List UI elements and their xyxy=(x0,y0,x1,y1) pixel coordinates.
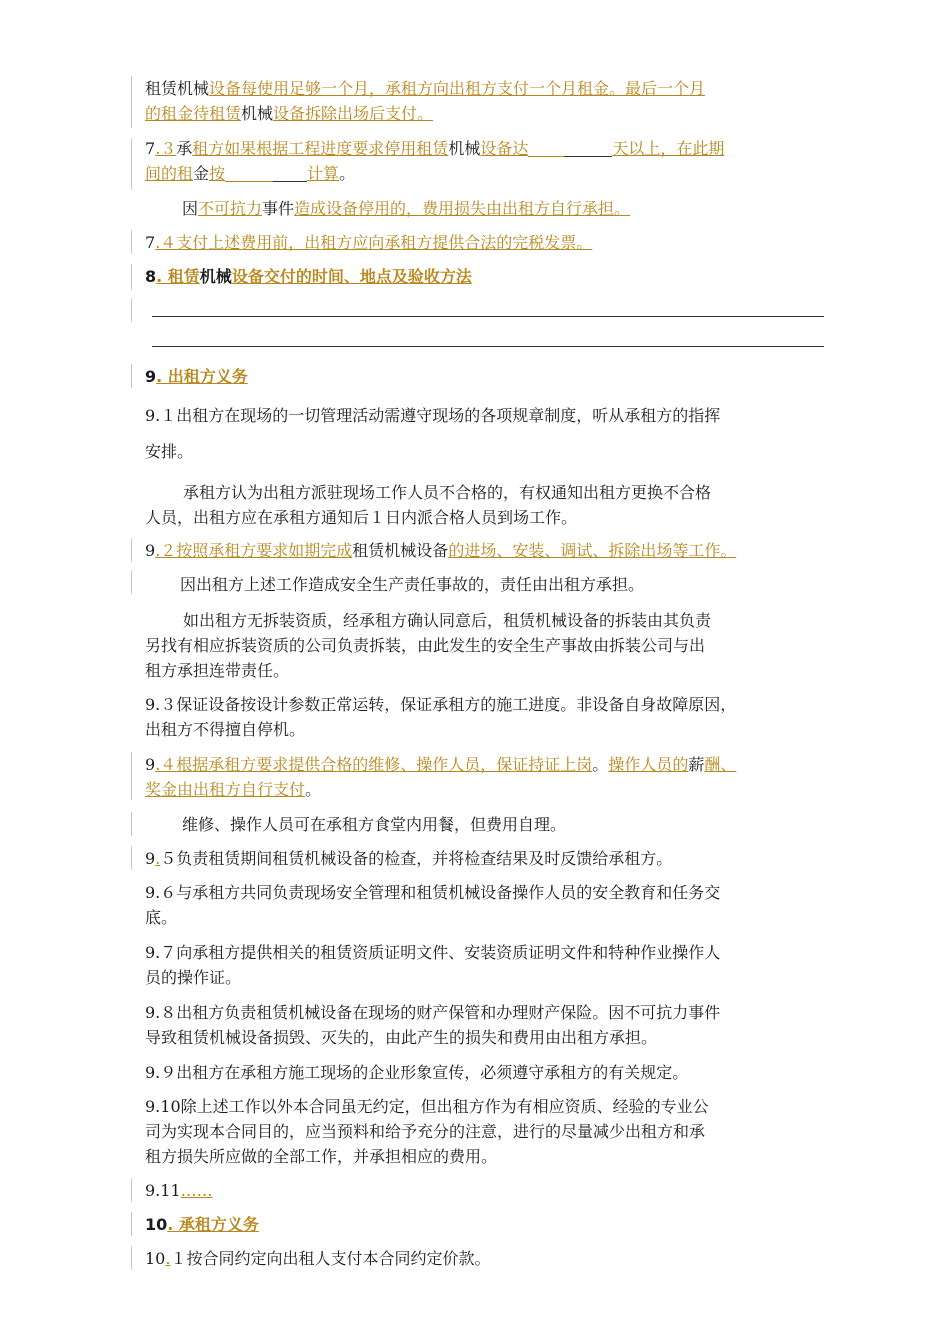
revision-bar xyxy=(131,298,132,322)
inserted-text: 操作人员的 xyxy=(608,755,689,774)
clause-number: 7 xyxy=(145,233,156,252)
text-run: １按合同约定向出租人支付本合同约定价款。 xyxy=(170,1249,491,1268)
text-run: 租赁机械设备 xyxy=(352,541,449,560)
inserted-text: .２ xyxy=(155,541,177,560)
blank-days-field[interactable] xyxy=(528,140,564,157)
text-run: 事件 xyxy=(262,199,295,218)
blank-fill-line[interactable] xyxy=(152,316,824,317)
inserted-text: . 承租方义务 xyxy=(167,1215,259,1234)
clause-9-11 xyxy=(145,1178,835,1203)
revision-bar xyxy=(131,230,132,254)
clause-7-4 xyxy=(145,230,835,255)
text-line xyxy=(145,136,835,161)
clause-9-1 xyxy=(145,398,835,470)
text-run: 。 xyxy=(305,780,322,799)
text-run: 租赁机械 xyxy=(145,79,210,98)
text-line: 如出租方无拆装资质，经承租方确认同意后，租赁机械设备的拆装由其负责 xyxy=(183,611,712,630)
text-line xyxy=(145,76,835,101)
inserted-text: 根据承租方要求提供合格的维修、操作人员，保证持证上岗 xyxy=(176,755,593,774)
inserted-text: 计算 xyxy=(307,164,340,183)
revision-bar xyxy=(131,846,132,870)
rent-payment-paragraph xyxy=(145,76,835,126)
clause-number: 9 xyxy=(145,541,156,560)
clause-9-10 xyxy=(145,1094,835,1169)
text-line: 导致租赁机械设备损毁、灭失的，由此产生的损失和费用由出租方承担。 xyxy=(145,1028,658,1047)
text-line: 承租方认为出租方派驻现场工作人员不合格的，有权通知出租方更换不合格 xyxy=(183,483,712,502)
text-run: 承 xyxy=(176,139,193,158)
inserted-text: .４ xyxy=(155,755,177,774)
clause-9-2-liability xyxy=(180,572,870,597)
blank-fill-line[interactable] xyxy=(152,346,824,347)
section-9-heading xyxy=(145,364,835,389)
revision-bar xyxy=(131,1246,132,1270)
text-line: 9.１出租方在现场的一切管理活动需遵守现场的各项规章制度，听从承租方的指挥 xyxy=(145,406,721,425)
text-line: 9.３保证设备按设计参数正常运转，保证承租方的施工进度。非设备自身故障原因， xyxy=(145,695,737,714)
text-line: 人员，出租方应在承租方通知后１日内派合格人员到场工作。 xyxy=(145,508,578,527)
clause-9-8 xyxy=(145,1000,835,1050)
inserted-text: …… xyxy=(180,1181,213,1200)
clause-number: 10 xyxy=(145,1249,166,1268)
text-line: 9.８出租方负责租赁机械设备在现场的财产保管和办理财产保险。因不可抗力事件 xyxy=(145,1003,721,1022)
clause-10-1 xyxy=(145,1246,835,1271)
blank-days-field-underline xyxy=(564,140,612,157)
clause-9-4 xyxy=(145,752,835,802)
text-line: 9.６与承租方共同负责现场安全管理和租赁机械设备操作人员的安全教育和任务交 xyxy=(145,883,721,902)
section-number: 8 xyxy=(145,267,157,286)
text-line: 租方损失所应做的全部工作，并承担相应的费用。 xyxy=(145,1147,498,1166)
inserted-text: 奖金由出租方自行支付 xyxy=(145,780,306,799)
section-number: 9 xyxy=(145,367,157,386)
inserted-text: 的进场、安装、调试、拆除出场等工作。 xyxy=(448,541,737,560)
inserted-text: 按 xyxy=(209,164,226,183)
inserted-text: 设备每使用足够一个月，承租方向出租方支付一个月租金。最后一个月 xyxy=(209,79,706,98)
text-line xyxy=(145,161,835,186)
text-run: 维修、操作人员可在承租方食堂内用餐，但费用自理。 xyxy=(182,815,567,834)
blank-rate-field[interactable] xyxy=(225,165,273,182)
text-run: ５负责租赁期间租赁机械设备的检查，并将检查结果及时反馈给承租方。 xyxy=(160,849,673,868)
clause-9-6 xyxy=(145,880,835,930)
inserted-text: .４支付上述费用前，出租方应向承租方提供合法的完税发票。 xyxy=(155,233,593,252)
clause-7-3 xyxy=(145,136,835,186)
text-run: 机械 xyxy=(241,104,274,123)
section-number: 10 xyxy=(145,1215,168,1234)
clause-9-3 xyxy=(145,692,835,742)
text-line: 租方承担连带责任。 xyxy=(145,661,290,680)
text-run: 薪 xyxy=(688,755,705,774)
inserted-text: . xyxy=(165,1249,171,1268)
text-line: 员的操作证。 xyxy=(145,968,242,987)
force-majeure-paragraph xyxy=(150,196,872,221)
text-line xyxy=(145,101,835,126)
revision-bar xyxy=(131,538,132,562)
clause-9-9 xyxy=(145,1060,835,1085)
clause-9-2-dismantling xyxy=(145,608,835,683)
clause-9-2 xyxy=(145,538,835,563)
text-run: 。 xyxy=(592,755,609,774)
text-line: 出租方不得擅自停机。 xyxy=(145,720,306,739)
text-line: 另找有相应拆装资质的公司负责拆装，由此发生的安全生产事故由拆装公司与出 xyxy=(145,636,706,655)
inserted-text: . 租赁 xyxy=(156,267,200,286)
revision-bar xyxy=(131,812,132,836)
revision-bar xyxy=(131,1212,132,1236)
revision-bar xyxy=(131,1178,132,1202)
inserted-text: 造成设备停用的，费用损失由出租方自行承担。 xyxy=(294,199,631,218)
text-line: 9.７向承租方提供相关的租赁资质证明文件、安装资质证明文件和特种作业操作人 xyxy=(145,943,721,962)
text-run: 金 xyxy=(193,164,210,183)
text-line xyxy=(145,777,835,802)
inserted-text: 的租金待租赁 xyxy=(145,104,242,123)
text-run: 因 xyxy=(182,199,199,218)
inserted-text: .３ xyxy=(155,139,177,158)
clause-9-4-meals xyxy=(182,812,872,837)
text-run: 。 xyxy=(339,164,356,183)
text-run: 9.９出租方在承租方施工现场的企业形象宣传，必须遵守承租方的有关规定。 xyxy=(145,1063,689,1082)
section-10-heading xyxy=(145,1212,835,1237)
inserted-text: . xyxy=(155,849,161,868)
section-8-heading xyxy=(145,264,835,289)
revision-bar xyxy=(131,570,132,594)
blank-rate-field-underline xyxy=(273,165,307,182)
revision-bar xyxy=(131,752,132,800)
revision-bar xyxy=(131,364,132,388)
inserted-text: 租方如果根据工程进度要求停用租赁 xyxy=(192,139,449,158)
text-line: 9.10除上述工作以外本合同虽无约定，但出租方作为有相应资质、经验的专业公 xyxy=(145,1097,709,1116)
inserted-text: 不可抗力 xyxy=(198,199,263,218)
revision-bar xyxy=(131,264,132,290)
inserted-text: 设备达 xyxy=(480,139,529,158)
clause-number: 7 xyxy=(145,139,156,158)
clause-number: 9.11 xyxy=(145,1181,181,1200)
revision-bar xyxy=(131,76,132,128)
text-run: 机械 xyxy=(199,267,232,286)
clause-number: 9 xyxy=(145,755,156,774)
inserted-text: 天以上，在此期 xyxy=(612,139,725,158)
inserted-text: 间的租 xyxy=(145,164,194,183)
revision-bar xyxy=(131,138,132,190)
inserted-text: 设备拆除出场后支付。 xyxy=(273,104,434,123)
clause-9-7 xyxy=(145,940,835,990)
inserted-text: . 出租方义务 xyxy=(156,367,248,386)
text-run: 机械 xyxy=(448,139,481,158)
inserted-text: 酬、 xyxy=(704,755,737,774)
text-run: 因出租方上述工作造成安全生产责任事故的，责任由出租方承担。 xyxy=(180,575,645,594)
clause-number: 9 xyxy=(145,849,156,868)
text-line: 安排。 xyxy=(145,442,194,461)
inserted-text: 设备交付的时间、地点及验收方法 xyxy=(231,267,472,286)
clause-9-5 xyxy=(145,846,835,871)
text-line xyxy=(145,752,835,777)
text-line: 底。 xyxy=(145,908,178,927)
inserted-text: 按照承租方要求如期完成 xyxy=(176,541,353,560)
clause-9-1-supplement xyxy=(145,480,835,530)
text-line: 司为实现本合同目的，应当预料和给予充分的注意，进行的尽量减少出租方和承 xyxy=(145,1122,706,1141)
